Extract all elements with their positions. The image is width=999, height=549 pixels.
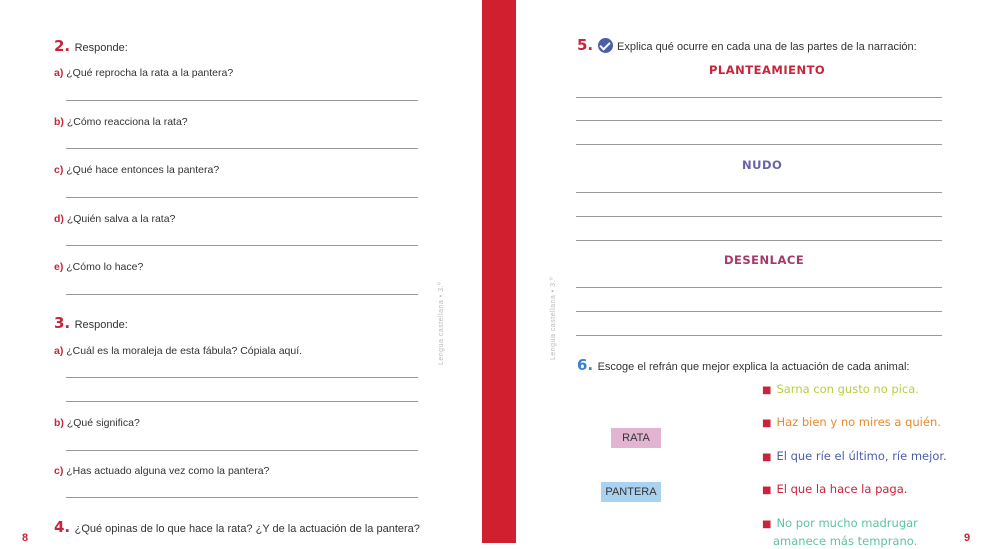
bullet-icon: ■	[762, 385, 772, 396]
answer-line[interactable]	[576, 335, 942, 336]
proverb-1[interactable]	[762, 382, 919, 396]
question-5	[577, 36, 917, 55]
answer-line[interactable]	[66, 497, 418, 498]
question-label: Responde:	[74, 319, 128, 331]
left-page	[0, 0, 482, 543]
proverb-text: No por mucho madrugar	[776, 516, 918, 530]
section-heading-planteamiento: PLANTEAMIENTO	[709, 63, 826, 77]
question-2d: d) ¿Quién salva a la rata?	[54, 213, 176, 225]
proverb-3[interactable]	[762, 449, 947, 463]
book-spine	[482, 0, 516, 543]
answer-line[interactable]	[66, 197, 418, 198]
question-text: Escoge el refrán que mejor explica la actuación de cada animal:	[597, 361, 910, 373]
proverb-4[interactable]	[762, 482, 907, 496]
answer-line[interactable]	[66, 377, 418, 378]
answer-line[interactable]	[576, 144, 942, 145]
answer-line[interactable]	[66, 450, 418, 451]
proverb-text-continued: amanece más temprano.	[773, 534, 918, 548]
bullet-icon: ■	[762, 452, 772, 463]
answer-line[interactable]	[576, 287, 942, 288]
proverb-text: Sarna con gusto no pica.	[776, 382, 919, 396]
answer-line[interactable]	[66, 294, 418, 295]
page-number: 9	[964, 532, 971, 544]
proverb-text: El que la hace la paga.	[776, 482, 908, 496]
answer-line[interactable]	[576, 216, 942, 217]
answer-line[interactable]	[576, 97, 942, 98]
question-text: ¿Qué opinas de lo que hace la rata? ¿Y de la actuación de la pantera?	[74, 523, 420, 535]
question-number: 4.	[54, 518, 71, 536]
answer-line[interactable]	[66, 100, 418, 101]
proverb-5[interactable]	[762, 515, 918, 549]
question-6	[577, 356, 909, 375]
animal-box-rata[interactable]: RATA	[611, 428, 661, 448]
answer-line[interactable]	[66, 401, 418, 402]
question-2	[54, 37, 128, 56]
question-number: 6.	[577, 356, 594, 374]
question-3a: a) ¿Cuál es la moraleja de esta fábula? Cópiala aquí.	[54, 345, 303, 357]
answer-line[interactable]	[576, 311, 942, 312]
section-heading-desenlace: DESENLACE	[724, 253, 805, 267]
question-label: Responde:	[74, 42, 128, 54]
question-3	[54, 314, 128, 333]
answer-line[interactable]	[576, 240, 942, 241]
question-number: 2.	[54, 37, 71, 55]
question-3b: b) ¿Qué significa?	[54, 417, 140, 429]
proverb-2[interactable]	[762, 415, 941, 429]
question-number: 5.	[577, 36, 594, 54]
question-number: 3.	[54, 314, 71, 332]
right-page	[516, 0, 999, 548]
page-number: 8	[22, 532, 29, 544]
question-2a: a) ¿Qué reprocha la rata a la pantera?	[54, 67, 234, 79]
question-2e: e) ¿Cómo lo hace?	[54, 261, 144, 273]
question-3c: c) ¿Has actuado alguna vez como la pantera?	[54, 465, 270, 477]
answer-line[interactable]	[576, 192, 942, 193]
side-label: Lengua castellana • 3.º	[550, 276, 557, 360]
question-4	[54, 518, 420, 537]
animal-box-pantera[interactable]: PANTERA	[601, 482, 661, 502]
question-2b: b) ¿Cómo reacciona la rata?	[54, 116, 188, 128]
bullet-icon: ■	[762, 418, 772, 429]
answer-line[interactable]	[66, 148, 418, 149]
section-heading-nudo: NUDO	[742, 158, 783, 172]
bullet-icon: ■	[762, 519, 772, 530]
question-2c: c) ¿Qué hace entonces la pantera?	[54, 164, 220, 176]
proverb-text: Haz bien y no mires a quién.	[776, 415, 941, 429]
side-label: Lengua castellana • 3.º	[438, 281, 445, 365]
bullet-icon: ■	[762, 485, 772, 496]
answer-line[interactable]	[66, 245, 418, 246]
proverb-text: El que ríe el último, ríe mejor.	[776, 449, 947, 463]
question-text: Explica qué ocurre en cada una de las partes de la narración:	[617, 41, 917, 53]
answer-line[interactable]	[576, 120, 942, 121]
checkmark-icon	[598, 38, 613, 53]
